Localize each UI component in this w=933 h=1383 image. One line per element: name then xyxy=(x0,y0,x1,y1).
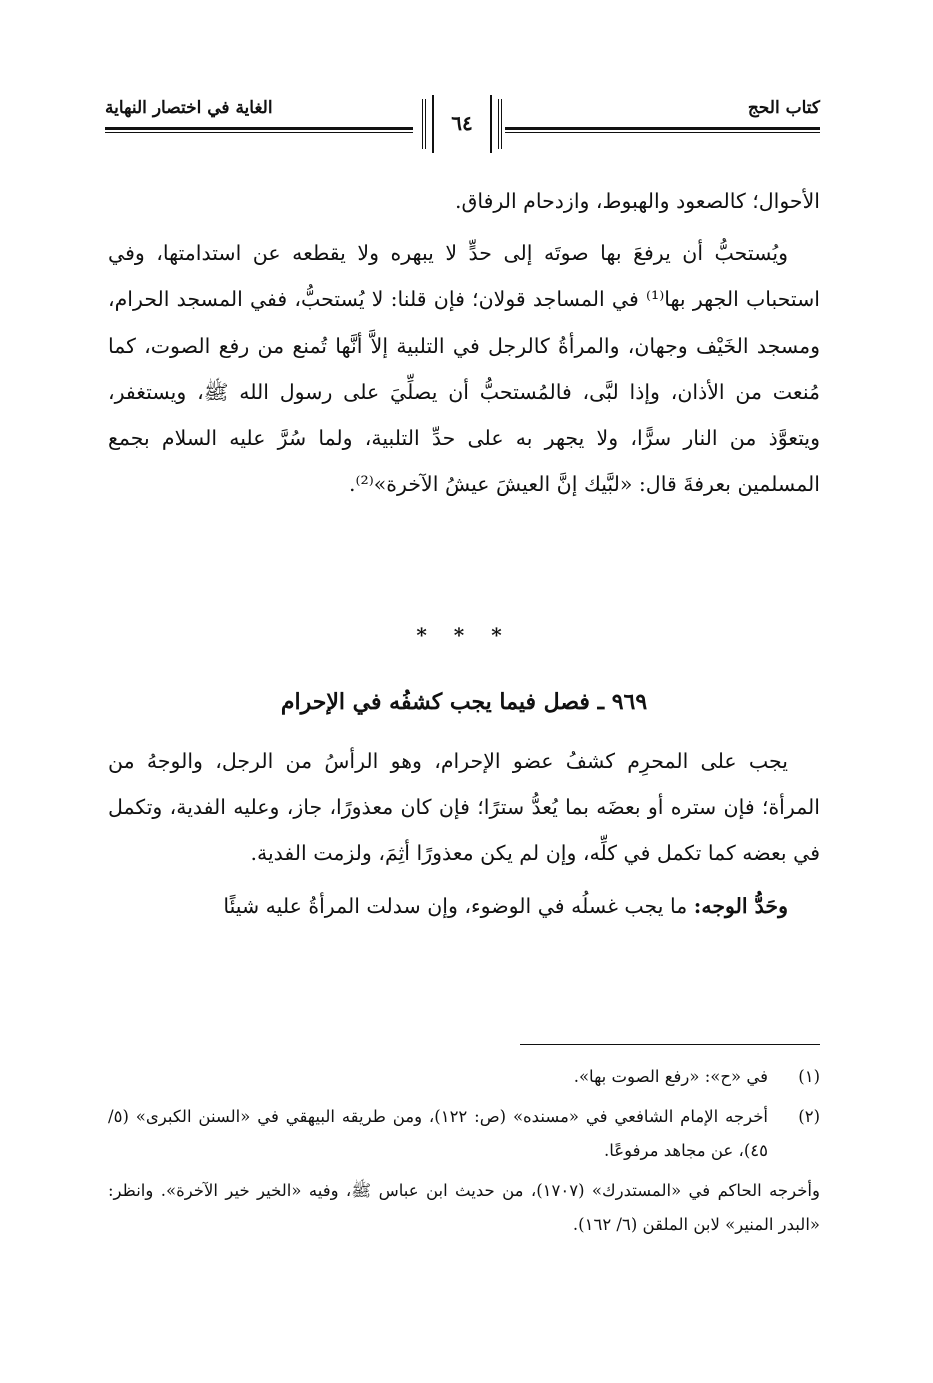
header-book-title: الغاية في اختصار النهاية xyxy=(105,98,273,118)
paragraph-2: ويُستحبُّ أن يرفعَ بها صوتَه إلى حدٍّ لا يبهره ولا يقطعه عن استدامتها، وفي استحباب الجهر بها⁽¹⁾ في المساجد قولان؛ فإن قلنا: لا يُستحبُّ، ففي المسجد الحرام، ومسجد الخَيْف وجهان، والمرأةُ كالرجل في التلبية إلاَّ أنَّها تُمنع من رفع الصوت، كما مُنعت من الأذان، وإذا لبَّى، فالمُستحبُّ أن يصلِّيَ على رسول الله ﷺ، ويستغفر، ويتعوَّذ من النار سرًّا، ولا يجهر به على حدِّ التلبية، ولما سُرَّ عليه السلام بجمع المسلمين بعرفةَ قال: «لبَّيك إنَّ العيشَ عيشُ الآخرة»⁽²⁾. xyxy=(108,241,820,497)
running-header xyxy=(105,95,820,165)
header-rule-left-thin xyxy=(105,132,413,133)
footnote-1 xyxy=(108,1060,820,1094)
paragraph-4 xyxy=(108,883,820,929)
main-text-top xyxy=(108,178,820,507)
main-text-bottom xyxy=(108,738,820,929)
footnote-separator xyxy=(520,1044,820,1045)
footnote-1-mark: (١) xyxy=(798,1067,820,1086)
paragraph-4-lead: وحَدُّ الوجه: xyxy=(693,893,788,918)
paragraph-3: يجب على المحرِم كشفُ عضو الإحرام، وهو الرأسُ من الرجل، والوجهُ من المرأة؛ فإن ستره أو بعضَه بما يُعدُّ سترًا؛ فإن كان معذورًا، جاز، وعليه الفدية، وتكمل في بعضه كما تكمل في كلِّه، وإن لم يكن معذورًا أثِمَ، ولزمت الفدية. xyxy=(108,749,820,866)
footnote-1-text: في «ح»: «رفع الصوت بها». xyxy=(573,1067,768,1086)
section-separator-stars: * * * xyxy=(416,623,512,647)
page-number: ٦٤ xyxy=(451,111,473,135)
page-number-frame xyxy=(422,99,502,149)
footnote-2-text: أخرجه الإمام الشافعي في «مسنده» (ص: ١٢٢)، ومن طريقه البيهقي في «السنن الكبرى» (٥/ ٤٥)، عن مجاهد مرفوعًا. xyxy=(108,1107,769,1160)
footnote-2 xyxy=(108,1100,820,1168)
header-rule-right xyxy=(505,127,820,130)
footnote-2-mark: (٢) xyxy=(798,1107,820,1126)
section-heading: ٩٦٩ ـ فصل فيما يجب كشفُه في الإحرام xyxy=(280,689,648,715)
footnote-2-continued xyxy=(108,1174,820,1242)
header-book-section: كتاب الحج xyxy=(747,98,820,118)
paragraph-1: الأحوال؛ كالصعود والهبوط، وازدحام الرفاق. xyxy=(454,189,820,213)
footnotes xyxy=(108,1060,820,1248)
paragraph-4-text: ما يجب غسلُه في الوضوء، وإن سدلت المرأةُ عليه شيئًا xyxy=(223,893,694,918)
header-rule-left xyxy=(105,127,413,130)
footnote-2-continued-text: وأخرجه الحاكم في «المستدرك» (١٧٠٧)، من حديث ابن عباس ﷺ، وفيه «الخير خير الآخرة». وانظر: «البدر المنير» لابن الملقن (٦/ ١٦٢). xyxy=(108,1181,820,1234)
header-rule-right-thin xyxy=(505,132,820,133)
